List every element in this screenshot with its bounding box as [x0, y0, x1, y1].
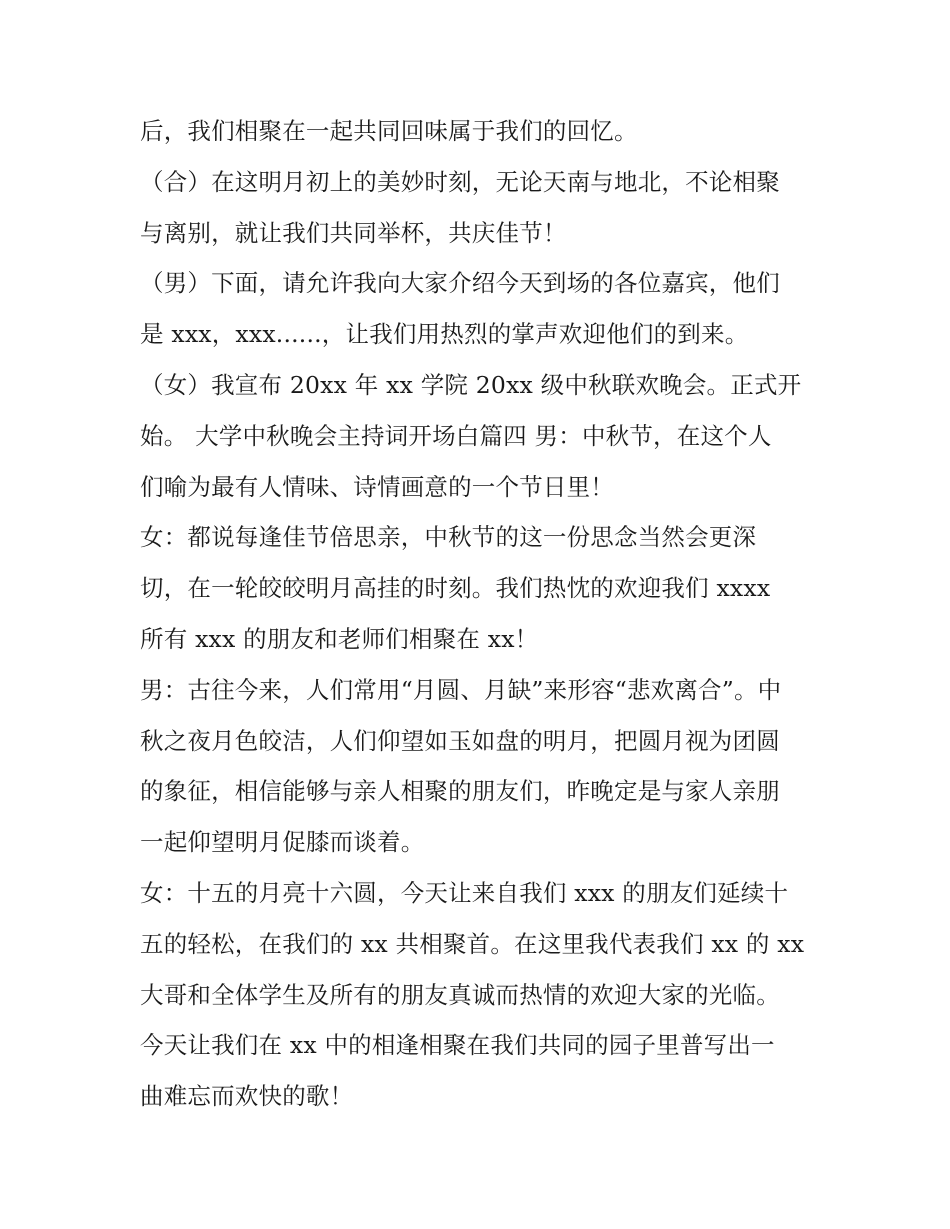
text-line: 五的轻松，在我们的 xx 共相聚首。在这里我代表我们 xx 的 xx	[140, 929, 805, 958]
text-line: 曲难忘而欢快的歌！	[140, 1082, 354, 1111]
text-line: 大哥和全体学生及所有的朋友真诚而热情的欢迎大家的光临。	[140, 980, 780, 1009]
text-line: 女：都说每逢佳节倍思亲，中秋节的这一份思念当然会更深	[140, 523, 757, 552]
text-line: 一起仰望明月促膝而谈着。	[140, 828, 425, 857]
text-line: 后，我们相聚在一起共同回味属于我们的回忆。	[140, 117, 638, 145]
text-line: （合）在这明月初上的美妙时刻，无论天南与地北，不论相聚	[140, 167, 780, 196]
document-body	[140, 109, 820, 1125]
text-line: 今天让我们在 xx 中的相逢相聚在我们共同的园子里普写出一	[140, 1031, 775, 1060]
text-line: 秋之夜月色皎洁，人们仰望如玉如盘的明月，把圆月视为团圆	[140, 726, 780, 755]
text-line: 的象征，相信能够与亲人相聚的朋友们，昨晚定是与家人亲朋	[140, 777, 780, 806]
text-line: （男）下面，请允许我向大家介绍今天到场的各位嘉宾，他们	[140, 269, 780, 298]
text-line: 女：十五的月亮十六圆，今天让来自我们 xxx 的朋友们延续十	[140, 878, 789, 907]
text-line: 们喻为最有人情味、诗情画意的一个节日里！	[140, 472, 614, 501]
text-line: 是 xxx，xxx......，让我们用热烈的掌声欢迎他们的到来。	[140, 320, 749, 349]
text-line: 始。 大学中秋晚会主持词开场白篇四 男：中秋节，在这个人	[140, 421, 772, 450]
text-line: （女）我宣布 20xx 年 xx 学院 20xx 级中秋联欢晚会。正式开	[140, 370, 802, 399]
text-line: 切，在一轮皎皎明月高挂的时刻。我们热忱的欢迎我们 xxxx	[140, 574, 771, 603]
text-line: 所有 xxx 的朋友和老师们相聚在 xx！	[140, 624, 539, 653]
text-line: 与离别，就让我们共同举杯，共庆佳节！	[140, 218, 567, 247]
text-line: 男：古往今来，人们常用“月圆、月缺”来形容“悲欢离合”。中	[140, 675, 782, 704]
